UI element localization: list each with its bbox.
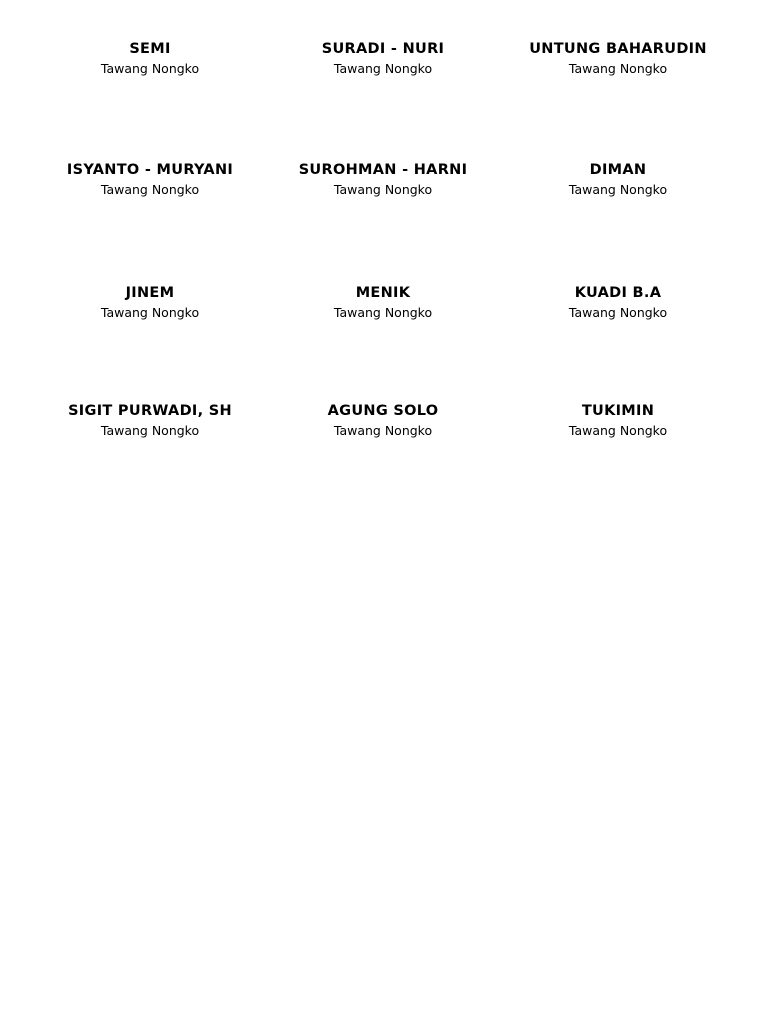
recipient-name: AGUNG SOLO: [327, 403, 439, 419]
recipient-name: SURADI - NURI: [321, 41, 445, 57]
recipient-name: TUKIMIN: [581, 403, 655, 419]
recipient-name: DIMAN: [589, 162, 647, 178]
recipient-name: SIGIT PURWADI, SH: [68, 403, 232, 419]
address-label: [498, 402, 738, 439]
recipient-place: Tawang Nongko: [100, 423, 200, 438]
address-label: [30, 402, 270, 439]
address-label: [263, 40, 503, 77]
recipient-place: Tawang Nongko: [568, 423, 668, 438]
recipient-name: SUROHMAN - HARNI: [298, 162, 468, 178]
recipient-place: Tawang Nongko: [568, 305, 668, 320]
recipient-place: Tawang Nongko: [568, 182, 668, 197]
address-label: [263, 402, 503, 439]
recipient-place: Tawang Nongko: [100, 305, 200, 320]
recipient-place: Tawang Nongko: [333, 305, 433, 320]
recipient-name: UNTUNG BAHARUDIN: [529, 41, 707, 57]
address-label: [30, 161, 270, 198]
recipient-place: Tawang Nongko: [100, 182, 200, 197]
recipient-place: Tawang Nongko: [333, 423, 433, 438]
recipient-place: Tawang Nongko: [100, 61, 200, 76]
address-label: [263, 284, 503, 321]
address-label: [498, 284, 738, 321]
recipient-name: MENIK: [355, 285, 411, 301]
address-label: [30, 284, 270, 321]
address-label: [263, 161, 503, 198]
recipient-name: KUADI B.A: [574, 285, 662, 301]
recipient-place: Tawang Nongko: [333, 182, 433, 197]
recipient-name: JINEM: [125, 285, 175, 301]
recipient-place: Tawang Nongko: [568, 61, 668, 76]
address-label: [498, 161, 738, 198]
address-label: [30, 40, 270, 77]
recipient-place: Tawang Nongko: [333, 61, 433, 76]
address-label: [498, 40, 738, 77]
recipient-name: ISYANTO - MURYANI: [66, 162, 234, 178]
recipient-name: SEMI: [129, 41, 171, 57]
